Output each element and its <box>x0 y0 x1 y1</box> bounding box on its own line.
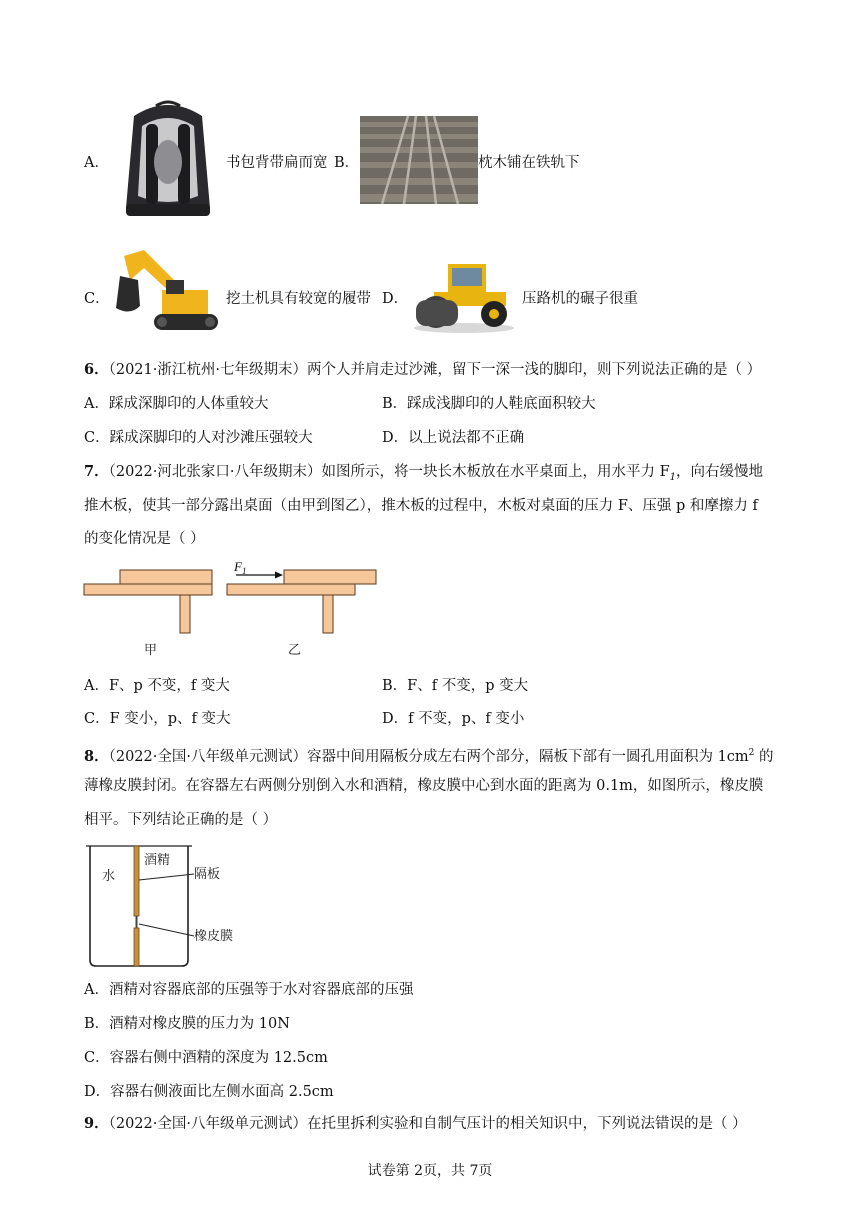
q9-number: 9． <box>84 1115 109 1132</box>
table-leg-right <box>323 595 333 633</box>
table-top-left <box>84 584 212 595</box>
q8-area-superscript: 2 <box>748 748 755 758</box>
q6-option-b: B．踩成浅脚印的人鞋底面积较大 <box>382 396 596 412</box>
q6-option-d: D．以上说法都不正确 <box>382 430 525 446</box>
q8-option-c: C．容器右侧中酒精的深度为 12.5cm <box>84 1050 328 1066</box>
water-label: 水 <box>102 869 116 884</box>
q6-option-a: A．踩成深脚印的人体重较大 <box>84 396 269 412</box>
q9-stem <box>84 1114 747 1134</box>
q8-stem-line2: 薄橡皮膜封闭。在容器左右两侧分别倒入水和酒精，橡皮膜中心到水面的距离为 0.1m，如图所示，橡皮膜 <box>84 778 764 794</box>
q8-stem-line1 <box>84 743 774 767</box>
option-d-text: 压路机的碾子很重 <box>522 291 638 307</box>
q8-option-d: D．容器右侧液面比左侧水面高 2.5cm <box>84 1084 334 1100</box>
table-leg-left <box>180 595 190 633</box>
table-top-right <box>227 584 355 595</box>
q8-source: （2022·全国·八年级单元测试） <box>108 748 307 765</box>
q7-option-b: B．F、f 不变，p 变大 <box>382 678 529 694</box>
q7-stem-text: 如图所示，将一块长木板放在水平桌面上，用水平力 F <box>321 464 670 480</box>
q6-stem-text: 两个人并肩走过沙滩，留下一深一浅的脚印，则下列说法正确的是（ ） <box>306 362 762 378</box>
board-push-diagram <box>80 558 390 660</box>
option-c-label: C． <box>84 291 110 307</box>
force-arrowhead <box>275 572 283 579</box>
option-b-label: B． <box>334 155 360 171</box>
option-d-label: D． <box>382 291 409 307</box>
board-left <box>120 570 212 584</box>
q7-stem-line3: 的变化情况是（ ） <box>84 531 205 547</box>
q6-number: 6． <box>84 361 109 378</box>
q7-option-a: A．F、p 不变，f 变大 <box>84 678 230 694</box>
q7-source: （2022·河北张家口·八年级期末） <box>108 464 322 480</box>
q8-stem-text-end: 的 <box>754 748 774 765</box>
q8-stem-line3: 相平。下列结论正确的是（ ） <box>84 812 278 828</box>
partition-label: 隔板 <box>194 867 221 882</box>
q6-option-c: C．踩成深脚印的人对沙滩压强较大 <box>84 430 313 446</box>
partition-upper <box>134 846 139 916</box>
option-b-text: 枕木铺在铁轨下 <box>478 155 580 171</box>
q7-stem-text-end: ，向右缓慢地 <box>676 464 764 480</box>
q7-force-subscript: 1 <box>669 471 677 483</box>
alcohol-label: 酒精 <box>144 853 171 868</box>
board-right <box>284 570 376 584</box>
q8-stem-text: 容器中间用隔板分成左右两个部分，隔板下部有一圆孔用面积为 1cm <box>306 748 749 765</box>
q9-stem-text: 在托里拆利实验和自制气压计的相关知识中，下列说法错误的是（ ） <box>306 1116 747 1132</box>
q6-stem <box>84 360 761 380</box>
excavator-photo <box>110 246 224 342</box>
q7-option-c: C．F 变小，p、f 变大 <box>84 711 231 727</box>
backpack-photo <box>112 96 224 228</box>
q7-stem-line2: 推木板，使其一部分露出桌面（由甲到图乙），推木板的过程中，木板对桌面的压力 F、压强 p 和摩擦力 f <box>84 498 758 514</box>
figure-label-jia: 甲 <box>144 643 158 658</box>
q8-option-b: B．酒精对橡皮膜的压力为 10N <box>84 1016 290 1032</box>
force-label: $F_1$ <box>234 559 247 576</box>
partition-lower <box>134 928 139 966</box>
q7-stem-line1 <box>84 462 763 488</box>
membrane <box>136 916 138 928</box>
membrane-label: 橡皮膜 <box>194 929 234 944</box>
q8-number: 8． <box>84 747 109 765</box>
q7-option-d: D．f 不变，p、f 变小 <box>382 711 525 727</box>
container-diagram <box>82 840 252 970</box>
figure-label-yi: 乙 <box>288 643 302 658</box>
q6-source: （2021·浙江杭州·七年级期末） <box>108 362 307 378</box>
option-a-text: 书包背带扁而宽 <box>226 155 328 171</box>
q8-option-a: A．酒精对容器底部的压强等于水对容器底部的压强 <box>84 982 414 998</box>
road-roller-photo <box>408 258 518 334</box>
option-a-label: A． <box>84 155 109 171</box>
option-c-text: 挖土机具有较宽的履带 <box>226 291 371 307</box>
q7-number: 7． <box>84 463 109 480</box>
railway-track-photo <box>360 116 478 204</box>
q9-source: （2022·全国·八年级单元测试） <box>108 1116 307 1132</box>
page-footer: 试卷第 2页，共 7页 <box>367 1163 493 1179</box>
